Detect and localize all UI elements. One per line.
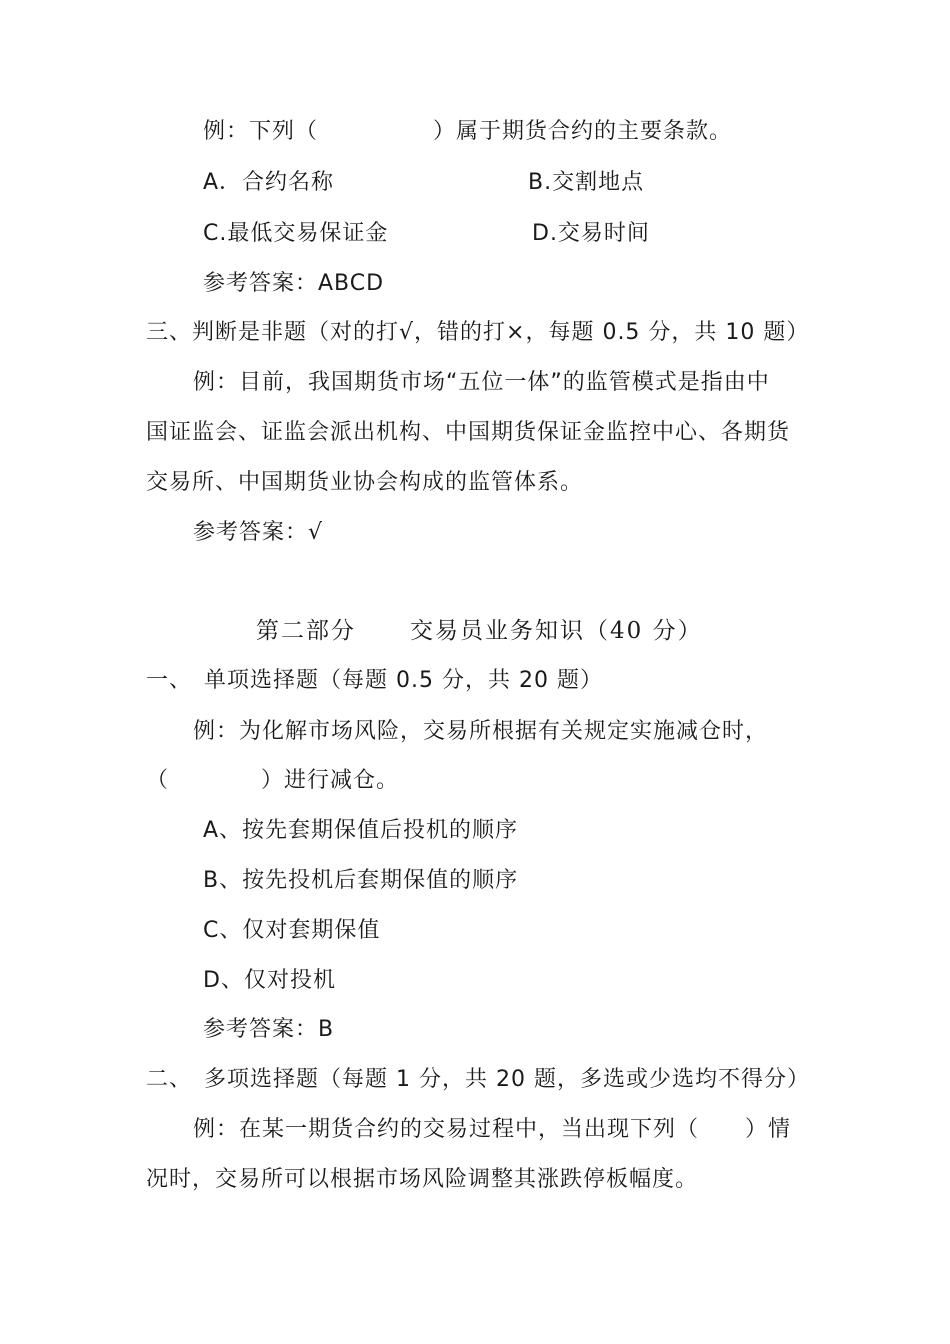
single-choice-option-a: A、按先套期保值后投机的顺序 bbox=[203, 818, 519, 843]
multi-choice-example-line1: 例：在某一期货合约的交易过程中，当出现下列（ ）情 bbox=[193, 1117, 792, 1142]
tf-heading: 三、判断是非题（对的打√，错的打×，每题 0.5 分，共 10 题） bbox=[146, 320, 810, 345]
part-two-label: 第二部分 bbox=[256, 618, 356, 644]
mc-option-b: B.交割地点 bbox=[528, 170, 645, 195]
single-choice-heading: 一、 单项选择题（每题 0.5 分，共 20 题） bbox=[146, 668, 603, 693]
single-choice-option-c: C、仅对套期保值 bbox=[203, 918, 381, 943]
multi-choice-example-line2: 况时，交易所可以根据市场风险调整其涨跌停板幅度。 bbox=[146, 1167, 699, 1192]
single-choice-answer: 参考答案：B bbox=[203, 1017, 335, 1042]
tf-answer: 参考答案：√ bbox=[193, 520, 324, 545]
part-two-name: 交易员业务知识（40 分） bbox=[410, 618, 703, 644]
single-choice-example-line1: 例：为化解市场风险，交易所根据有关规定实施减仓时， bbox=[193, 719, 769, 744]
mc-option-c: C.最低交易保证金 bbox=[203, 221, 389, 246]
mc-example-question: 例：下列（ ）属于期货合约的主要条款。 bbox=[203, 119, 733, 144]
mc-option-d: D.交易时间 bbox=[532, 221, 650, 246]
single-choice-option-b: B、按先投机后套期保值的顺序 bbox=[203, 868, 519, 893]
mc-option-a: A．合约名称 bbox=[203, 170, 335, 195]
tf-example-line2: 国证监会、证监会派出机构、中国期货保证金监控中心、各期货 bbox=[146, 420, 791, 445]
single-choice-example-line2: （ ）进行减仓。 bbox=[146, 768, 400, 793]
multi-choice-heading: 二、 多项选择题（每题 1 分，共 20 题，多选或少选均不得分） bbox=[146, 1067, 810, 1092]
tf-example-line3: 交易所、中国期货业协会构成的监管体系。 bbox=[146, 470, 584, 495]
tf-example-line1: 例：目前，我国期货市场“五位一体”的监管模式是指由中 bbox=[193, 370, 770, 395]
mc-answer: 参考答案：ABCD bbox=[203, 271, 385, 296]
single-choice-option-d: D、仅对投机 bbox=[203, 968, 336, 993]
